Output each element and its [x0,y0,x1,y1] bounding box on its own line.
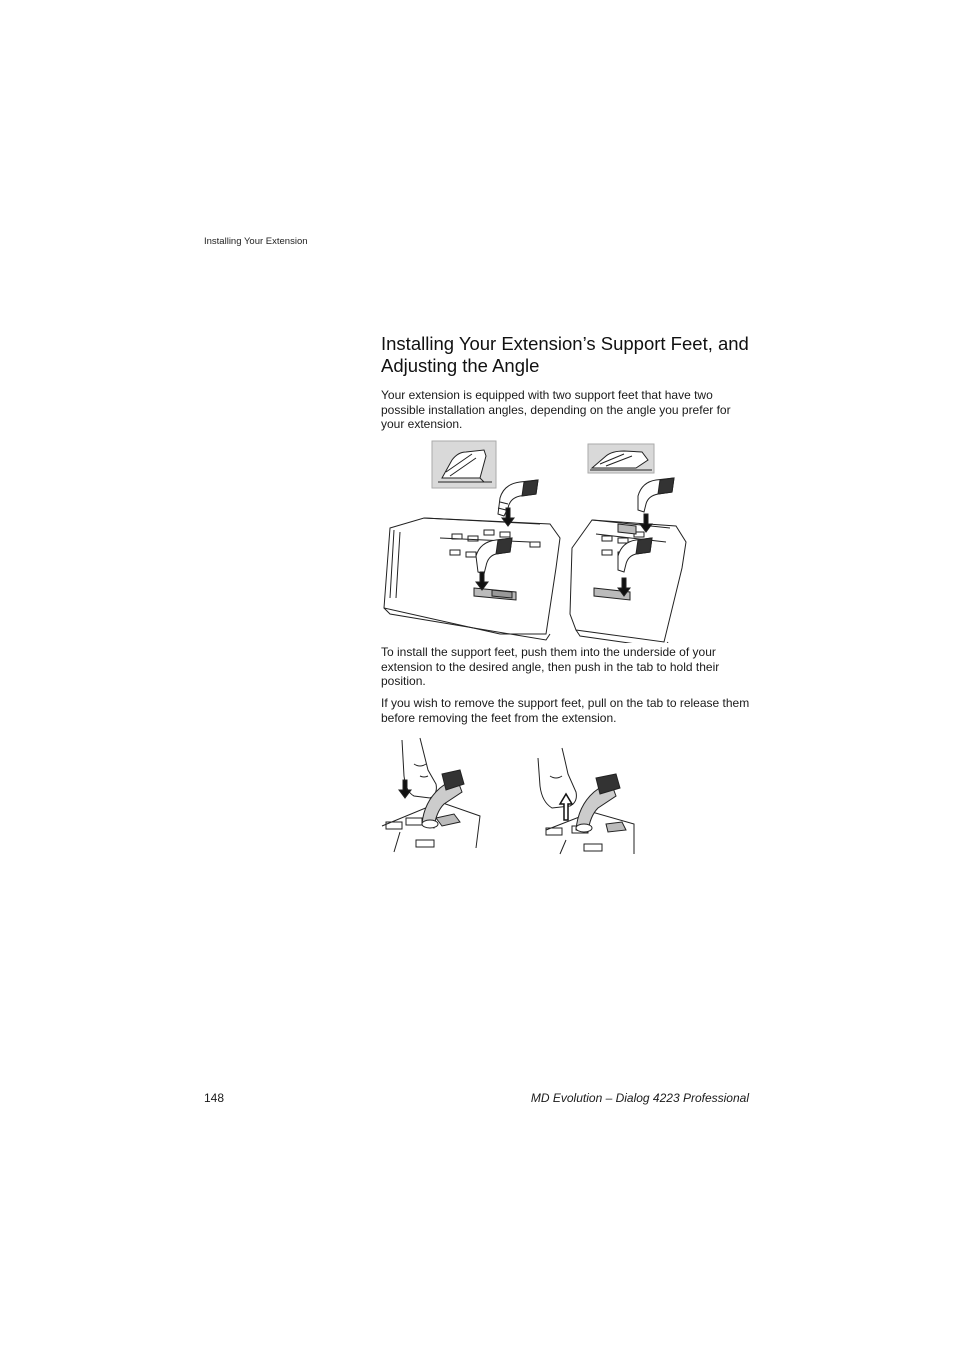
intro-paragraph: Your extension is equipped with two support feet that have two possible installation angles, depending on the angle you prefer for your extension. [381,388,731,432]
footer-doc-title: MD Evolution – Dialog 4223 Professional [530,1091,749,1105]
flat-angle-inset-icon [588,444,654,473]
install-paragraph: To install the support feet, push them into the underside of your extension to the desired angle, then push in the tab to hold their position. [381,645,720,689]
running-header: Installing Your Extension [204,236,308,247]
phone-underside-right [570,478,686,643]
support-feet-installation-illustration [380,438,690,643]
push-tab-illustration [382,738,480,852]
tab-push-pull-illustration [380,736,640,858]
page-title: Installing Your Extension’s Support Feet, and Adjusting the Angle [381,333,749,376]
steep-angle-inset-icon [432,441,496,488]
remove-paragraph: If you wish to remove the support feet, pull on the tab to release them before removing the feet from the extension. [381,696,750,725]
pull-tab-illustration [538,748,634,854]
phone-underside-left [384,480,560,640]
page-number: 148 [204,1091,225,1105]
